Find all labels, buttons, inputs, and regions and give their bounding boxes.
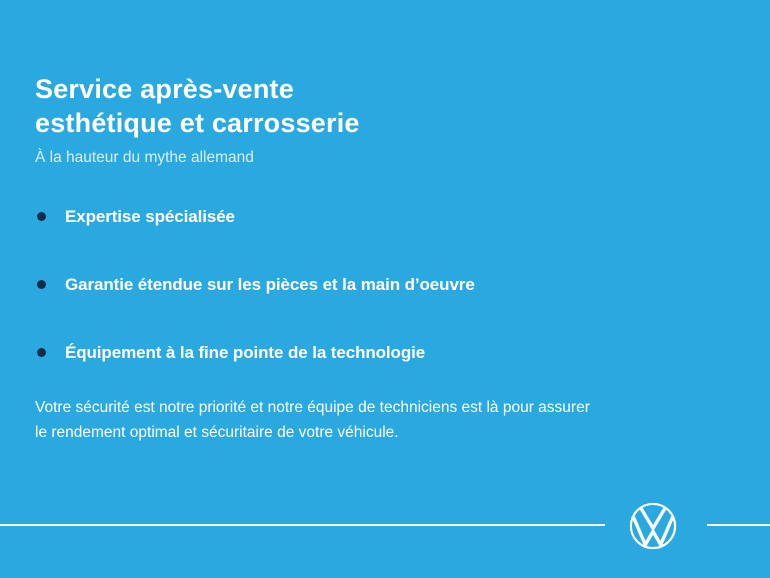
bullet-icon — [37, 348, 46, 357]
feature-list — [35, 205, 475, 409]
subtitle: À la hauteur du mythe allemand — [35, 149, 254, 166]
list-item-label: Expertise spécialisée — [65, 207, 235, 226]
bullet-icon — [37, 212, 46, 221]
page-title — [35, 72, 360, 140]
title-line-2: esthétique et carrosserie — [35, 108, 360, 138]
list-item — [35, 341, 475, 364]
footer-divider-right — [707, 524, 770, 526]
bullet-icon — [37, 280, 46, 289]
title-line-1: Service après-vente — [35, 74, 294, 104]
list-item-label: Garantie étendue sur les pièces et la main d’oeuvre — [65, 275, 475, 294]
body-paragraph — [35, 395, 590, 445]
list-item-label: Équipement à la fine pointe de la technologie — [65, 343, 426, 362]
body-line-2: le rendement optimal et sécuritaire de votre véhicule. — [35, 424, 399, 441]
volkswagen-logo-icon — [629, 502, 677, 550]
footer-divider-left — [0, 524, 605, 526]
list-item — [35, 273, 475, 296]
body-line-1: Votre sécurité est notre priorité et notre équipe de techniciens est là pour assurer — [35, 399, 590, 416]
list-item — [35, 205, 475, 228]
